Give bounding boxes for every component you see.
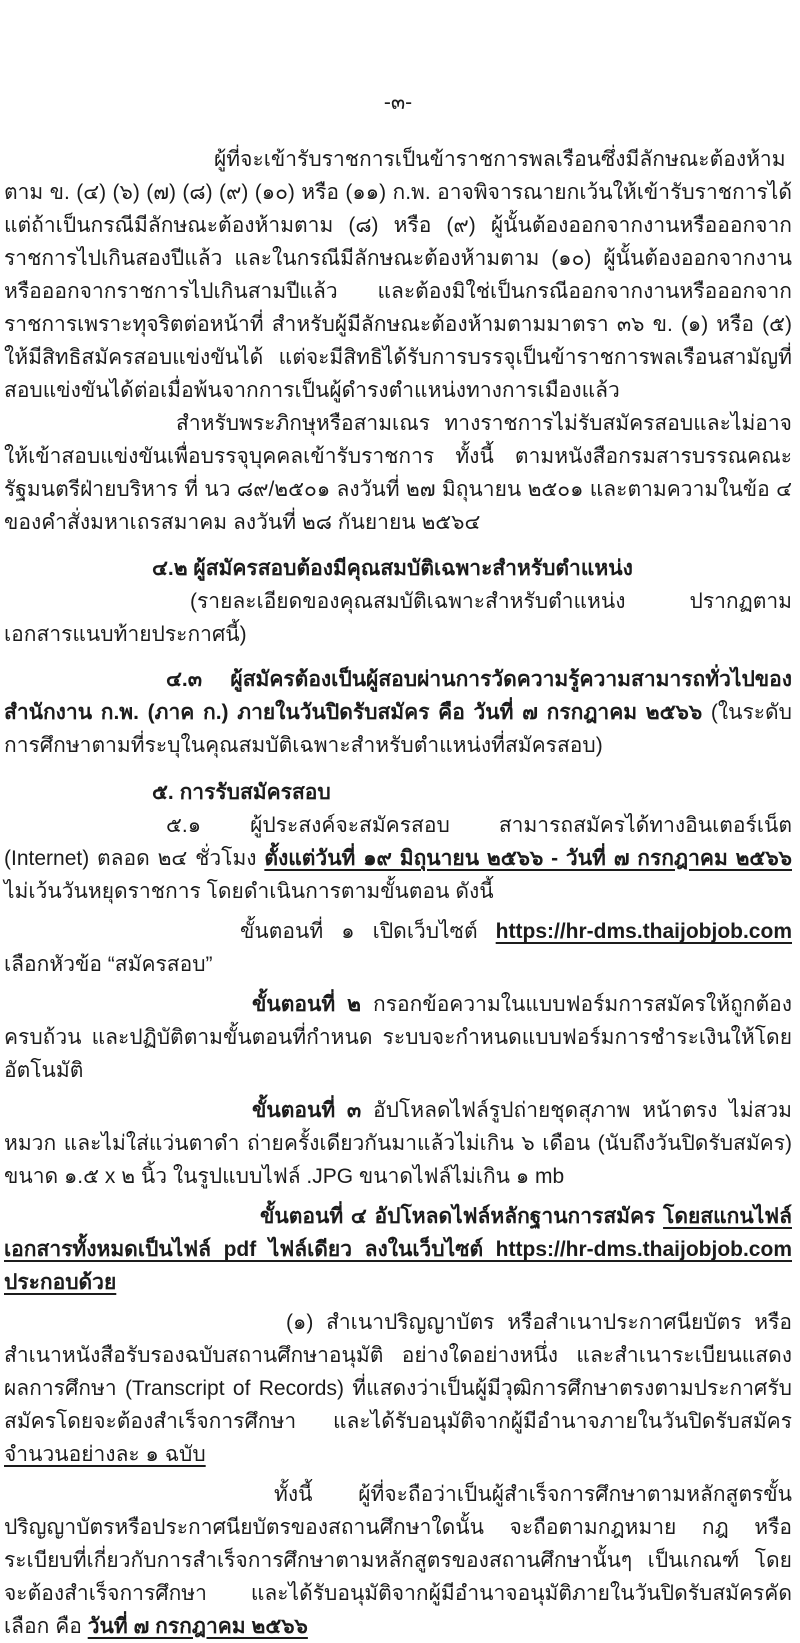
- paragraph-monks-restriction: สำหรับพระภิกษุหรือสามเณร ทางราชการไม่รับสมัครสอบและไม่อาจให้เข้าสอบแข่งขันเพื่อบรรจุบุคคลเข้ารับราชการ ทั้งนี้ ตามหนังสือกรมสารบรรณคณะรัฐมนตรีฝ่ายบริหาร ที่ นว ๘๙/๒๕๐๑ ลงวันที่ ๒๗ มิถุนายน ๒๕๐๑ และตามความในข้อ ๔ ของคำสั่งมหาเถรสมาคม ลงวันที่ ๒๘ กันยายน ๒๕๖๔: [4, 412, 792, 534]
- section-4-3-bold-text: ๔.๓ ผู้สมัครต้องเป็นผู้สอบผ่านการวัดความรู้ความสามารถทั่วไปของสำนักงาน ก.พ. (ภาค ก.) ภายในวันปิดรับสมัคร คือ วันที่ ๗ กรกฎาคม ๒๕๖๖: [4, 668, 792, 724]
- step-3-label: ขั้นตอนที่ ๓: [252, 1099, 362, 1122]
- step-4-lead-text: ขั้นตอนที่ ๔ อัปโหลดไฟล์หลักฐานการสมัคร: [260, 1205, 664, 1228]
- page-number: -๓-: [383, 91, 413, 114]
- heading-section-4-2: ๔.๒ ผู้สมัครสอบต้องมีคุณสมบัติเฉพาะสำหรับตำแหน่ง: [152, 557, 633, 580]
- paragraph-document-item-1: [4, 1306, 792, 1471]
- closing-body-text: ทั้งนี้ ผู้ที่จะถือว่าเป็นผู้สำเร็จการศึกษาตามหลักสูตรขั้นปริญญาบัตรหรือประกาศนียบัตรของสถานศึกษาใดนั้น จะถือตามกฎหมาย กฎ หรือระเบียบที่เกี่ยวกับการสำเร็จการศึกษาตามหลักสูตรของสถานศึกษานั้นๆ เป็นเกณฑ์ โดยจะต้องสำเร็จการศึกษา และได้รับอนุมัติจากผู้มีอำนาจอนุมัติภายในวันปิดรับสมัครคัดเลือก คือ: [4, 1483, 792, 1638]
- item-1-copies-required: จำนวนอย่างละ ๑ ฉบับ: [4, 1443, 206, 1466]
- step-2-body-text: กรอกข้อความในแบบฟอร์มการสมัครให้ถูกต้องครบถ้วน และปฏิบัติตามขั้นตอนที่กำหนด ระบบจะกำหนดแบบฟอร์มการชำระเงินให้โดยอัตโนมัติ: [4, 993, 792, 1082]
- paragraph-step-3: [4, 1094, 792, 1193]
- step-4-underlined-text: โดยสแกนไฟล์เอกสารทั้งหมดเป็นไฟล์ pdf ไฟล์เดียว ลงในเว็บไซต์ https://hr-dms.thaijobjob.com ประกอบด้วย: [4, 1205, 792, 1294]
- website-url: https://hr-dms.thaijobjob.com: [495, 920, 792, 943]
- step-2-label: ขั้นตอนที่ ๒: [252, 993, 362, 1016]
- section-5-1-tail-text: ไม่เว้นวันหยุดราชการ โดยดำเนินการตามขั้นตอน ดังนี้: [4, 880, 494, 903]
- section-4-3-normal-text: (ในระดับการศึกษาตามที่ระบุในคุณสมบัติเฉพาะสำหรับตำแหน่งที่สมัครสอบ): [4, 701, 792, 757]
- application-date-range: ตั้งแต่วันที่ ๑๙ มิถุนายน ๒๕๖๖ - วันที่ ๗ กรกฎาคม ๒๕๖๖: [264, 847, 792, 870]
- step-1-tail-text: เลือกหัวข้อ “สมัครสอบ”: [4, 953, 213, 976]
- paragraph-section-5-1: [4, 809, 792, 908]
- section-5-1-lead-text: ๕.๑ ผู้ประสงค์จะสมัครสอบ สามารถสมัครได้ทางอินเตอร์เน็ต (Internet) ตลอด ๒๔ ชั่วโมง: [4, 814, 792, 870]
- step-3-body-text: อัปโหลดไฟล์รูปถ่ายชุดสุภาพ หน้าตรง ไม่สวมหมวก และไม่ใส่แว่นตาดำ ถ่ายครั้งเดียวกันมาแล้วไม่เกิน ๖ เดือน (นับถึงวันปิดรับสมัคร) ขนาด ๑.๕ x ๒ นิ้ว ในรูปแบบไฟล์ .JPG ขนาดไฟล์ไม่เกิน ๑ mb: [4, 1099, 792, 1188]
- paragraph-step-4: [4, 1200, 792, 1299]
- item-1-body-text: (๑) สำเนาปริญญาบัตร หรือสำเนาประกาศนียบัตร หรือสำเนาหนังสือรับรองฉบับสถานศึกษาอนุมัติ อย่างใดอย่างหนึ่ง และสำเนาระเบียนแสดงผลการศึกษา (Transcript of Records) ที่แสดงว่าเป็นผู้มีวุฒิการศึกษาตรงตามประกาศรับสมัครโดยจะต้องสำเร็จการศึกษา และได้รับอนุมัติจากผู้มีอำนาจภายในวันปิดรับสมัคร: [4, 1311, 792, 1433]
- paragraph-section-4-3: [4, 663, 792, 762]
- paragraph-exemption-rules: ผู้ที่จะเข้ารับราชการเป็นข้าราชการพลเรือนซึ่งมีลักษณะต้องห้ามตาม ข. (๔) (๖) (๗) (๘) (๙) (๑๐) หรือ (๑๑) ก.พ. อาจพิจารณายกเว้นให้เข้ารับราชการได้ แต่ถ้าเป็นกรณีมีลักษณะต้องห้ามตาม (๘) หรือ (๙) ผู้นั้นต้องออกจากงานหรือออกจากราชการไปเกินสองปีแล้ว และในกรณีมีลักษณะต้องห้ามตาม (๑๐) ผู้นั้นต้องออกจากงานหรือออกจากราชการไปเกินสามปีแล้ว และต้องมิใช่เป็นกรณีออกจากงานหรือออกจากราชการเพราะทุจริตต่อหน้าที่ สำหรับผู้มีลักษณะต้องห้ามตามมาตรา ๓๖ ข. (๑) หรือ (๕) ให้มีสิทธิสมัครสอบแข่งขันได้ แต่จะมีสิทธิได้รับการบรรจุเป็นข้าราชการพลเรือนสามัญที่สอบแข่งขันได้ต่อเมื่อพ้นจากการเป็นผู้ดำรงตำแหน่งทางการเมืองแล้ว: [4, 148, 792, 402]
- paragraph-step-1: [4, 915, 792, 981]
- step-1-lead-text: ขั้นตอนที่ ๑ เปิดเว็บไซต์: [240, 920, 496, 943]
- paragraph-closing-note: [4, 1478, 792, 1643]
- heading-section-5: ๕. การรับสมัครสอบ: [152, 781, 331, 804]
- paragraph-step-2: [4, 988, 792, 1087]
- closing-deadline-date: วันที่ ๗ กรกฎาคม ๒๕๖๖: [87, 1615, 308, 1638]
- paragraph-4-2-detail: (รายละเอียดของคุณสมบัติเฉพาะสำหรับตำแหน่ง ปรากฏตามเอกสารแนบท้ายประกาศนี้): [4, 590, 792, 646]
